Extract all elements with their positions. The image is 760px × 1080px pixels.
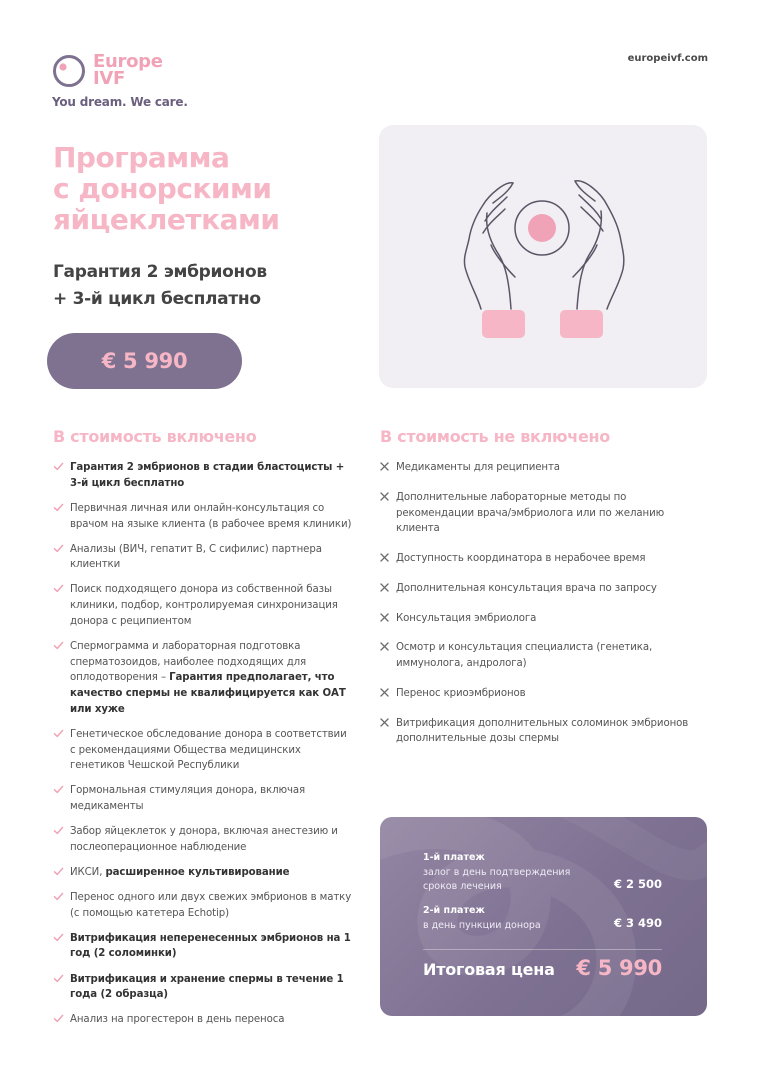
cross-icon — [379, 461, 390, 472]
included-section-title: В стоимость включено — [53, 427, 257, 446]
excluded-item — [379, 640, 689, 671]
included-item-text: Генетическое обследование донора в соответствии с рекомендациями Общества медицинских генетиков Чешской Республики — [70, 728, 347, 772]
website-link[interactable]: europeivf.com — [627, 53, 708, 64]
excluded-item — [379, 551, 689, 567]
excluded-item — [379, 611, 689, 627]
program-title — [53, 142, 373, 235]
check-icon — [53, 866, 64, 877]
excluded-item-text: Витрификация дополнительных соломинок эмбрионов дополнительные дозы спермы — [396, 717, 689, 745]
included-item — [53, 972, 353, 1003]
check-icon — [53, 784, 64, 795]
included-item-text: Витрификация неперенесенных эмбрионов на 1 год (2 соломинки) — [70, 932, 351, 960]
included-item — [53, 824, 353, 855]
logo-wordmark — [93, 53, 163, 87]
subtitle-line: Гарантия 2 эмбрионов — [53, 262, 267, 282]
excluded-item — [379, 490, 689, 537]
excluded-list — [379, 460, 689, 761]
cross-icon — [379, 641, 390, 652]
check-icon — [53, 583, 64, 594]
included-item-text: ИКСИ, — [70, 866, 106, 878]
logo-line-1: Europe — [93, 51, 163, 72]
second-payment-label: 2-й платеж — [423, 905, 485, 916]
included-item-text: Анализы (ВИЧ, гепатит B, C сифилис) партнера клиентки — [70, 543, 322, 571]
program-title-line: с донорскими — [53, 172, 272, 205]
included-list — [53, 460, 353, 1037]
hands-holding-egg-icon — [379, 125, 707, 388]
total-price-label: Итоговая цена — [423, 960, 555, 979]
included-item — [53, 931, 353, 962]
included-item — [53, 639, 353, 718]
subtitle-line: + 3-й цикл бесплатно — [53, 289, 261, 309]
excluded-item — [379, 716, 689, 747]
excluded-item-text: Дополнительные лабораторные методы по рекомендации врача/эмбриолога или по желанию клиента — [396, 491, 665, 535]
cross-icon — [379, 582, 390, 593]
second-payment-desc: в день пункции донора — [423, 920, 541, 931]
included-item — [53, 1012, 353, 1028]
total-price-amount: € 5 990 — [576, 956, 662, 980]
excluded-section-title: В стоимость не включено — [380, 427, 610, 446]
included-item-text: расширенное культивирование — [105, 866, 290, 878]
brand-logo[interactable] — [52, 52, 212, 112]
included-item — [53, 542, 353, 573]
cross-icon — [379, 491, 390, 502]
included-item-text: Забор яйцеклеток у донора, включая анестезию и послеоперационное наблюдение — [70, 826, 338, 853]
hero-illustration — [379, 125, 707, 388]
price-badge — [47, 333, 242, 389]
check-icon — [53, 1013, 64, 1024]
excluded-item-text: Медикаменты для реципиента — [396, 462, 560, 473]
included-item — [53, 783, 353, 814]
logo-line-2: IVF — [93, 68, 126, 89]
check-icon — [53, 640, 64, 651]
included-item-text: Перенос одного или двух свежих эмбрионов в матку (с помощью катетера Echotip) — [70, 891, 352, 919]
second-payment-amount: € 3 490 — [613, 916, 662, 930]
check-icon — [53, 825, 64, 836]
first-payment-desc: залог в день подтверждения сроков лечения — [423, 867, 571, 892]
excluded-item-text: Доступность координатора в нерабочее время — [396, 553, 646, 564]
included-item-text: Поиск подходящего донора из собственной базы клиники, подбор, контролируемая синхронизация донора с реципиентом — [70, 584, 338, 627]
payment-card — [380, 817, 707, 1016]
logo-ring-icon — [52, 54, 86, 88]
excluded-item-text: Осмотр и консультация специалиста (генетика, иммунолога, андролога) — [396, 642, 653, 670]
check-icon — [53, 891, 64, 902]
included-item-text: Спермограмма и лабораторная подготовка сперматозоидов, наиболее подходящих для оплодотворения – — [70, 640, 307, 684]
excluded-item-text: Консультация эмбриолога — [396, 612, 537, 624]
cross-icon — [379, 612, 390, 623]
check-icon — [53, 973, 64, 984]
check-icon — [53, 461, 64, 472]
included-item — [53, 460, 353, 491]
included-item-text: Анализ на прогестерон в день переноса — [70, 1014, 285, 1026]
check-icon — [53, 502, 64, 513]
payment-divider — [423, 949, 662, 950]
included-item-text: Первичная личная или онлайн-консультация со врачом на языке клиента (в рабочее время клиники) — [70, 502, 352, 530]
program-title-line: яйцеклетками — [53, 203, 280, 236]
program-subtitle — [53, 259, 267, 313]
first-payment-label: 1-й платеж — [423, 852, 485, 863]
included-item — [53, 501, 353, 532]
excluded-item — [379, 686, 689, 702]
excluded-item-text: Перенос криоэмбрионов — [396, 687, 526, 699]
first-payment-amount: € 2 500 — [613, 877, 662, 891]
cross-icon — [379, 687, 390, 698]
included-item — [53, 727, 353, 774]
included-item — [53, 582, 353, 629]
price-value: € 5 990 — [101, 349, 188, 373]
check-icon — [53, 932, 64, 943]
included-item — [53, 865, 353, 881]
brand-tagline: You dream. We care. — [52, 95, 188, 109]
included-item-text: Витрификация и хранение спермы в течение 1 года (2 образца) — [70, 973, 344, 1001]
check-icon — [53, 543, 64, 554]
excluded-item — [379, 581, 689, 597]
included-item-text: Гарантия предполагает, что качество спермы не квалифицируется как ОАТ или хуже — [70, 672, 346, 715]
cross-icon — [379, 717, 390, 728]
check-icon — [53, 728, 64, 739]
included-item-text: Гарантия 2 эмбрионов в стадии бластоцисты + 3-й цикл бесплатно — [70, 462, 345, 489]
excluded-item-text: Дополнительная консультация врача по запросу — [396, 582, 657, 594]
included-item-text: Гормональная стимуляция донора, включая медикаменты — [70, 785, 306, 812]
included-item — [53, 890, 353, 921]
cross-icon — [379, 552, 390, 563]
excluded-item — [379, 460, 689, 476]
program-title-line: Программа — [53, 141, 230, 174]
